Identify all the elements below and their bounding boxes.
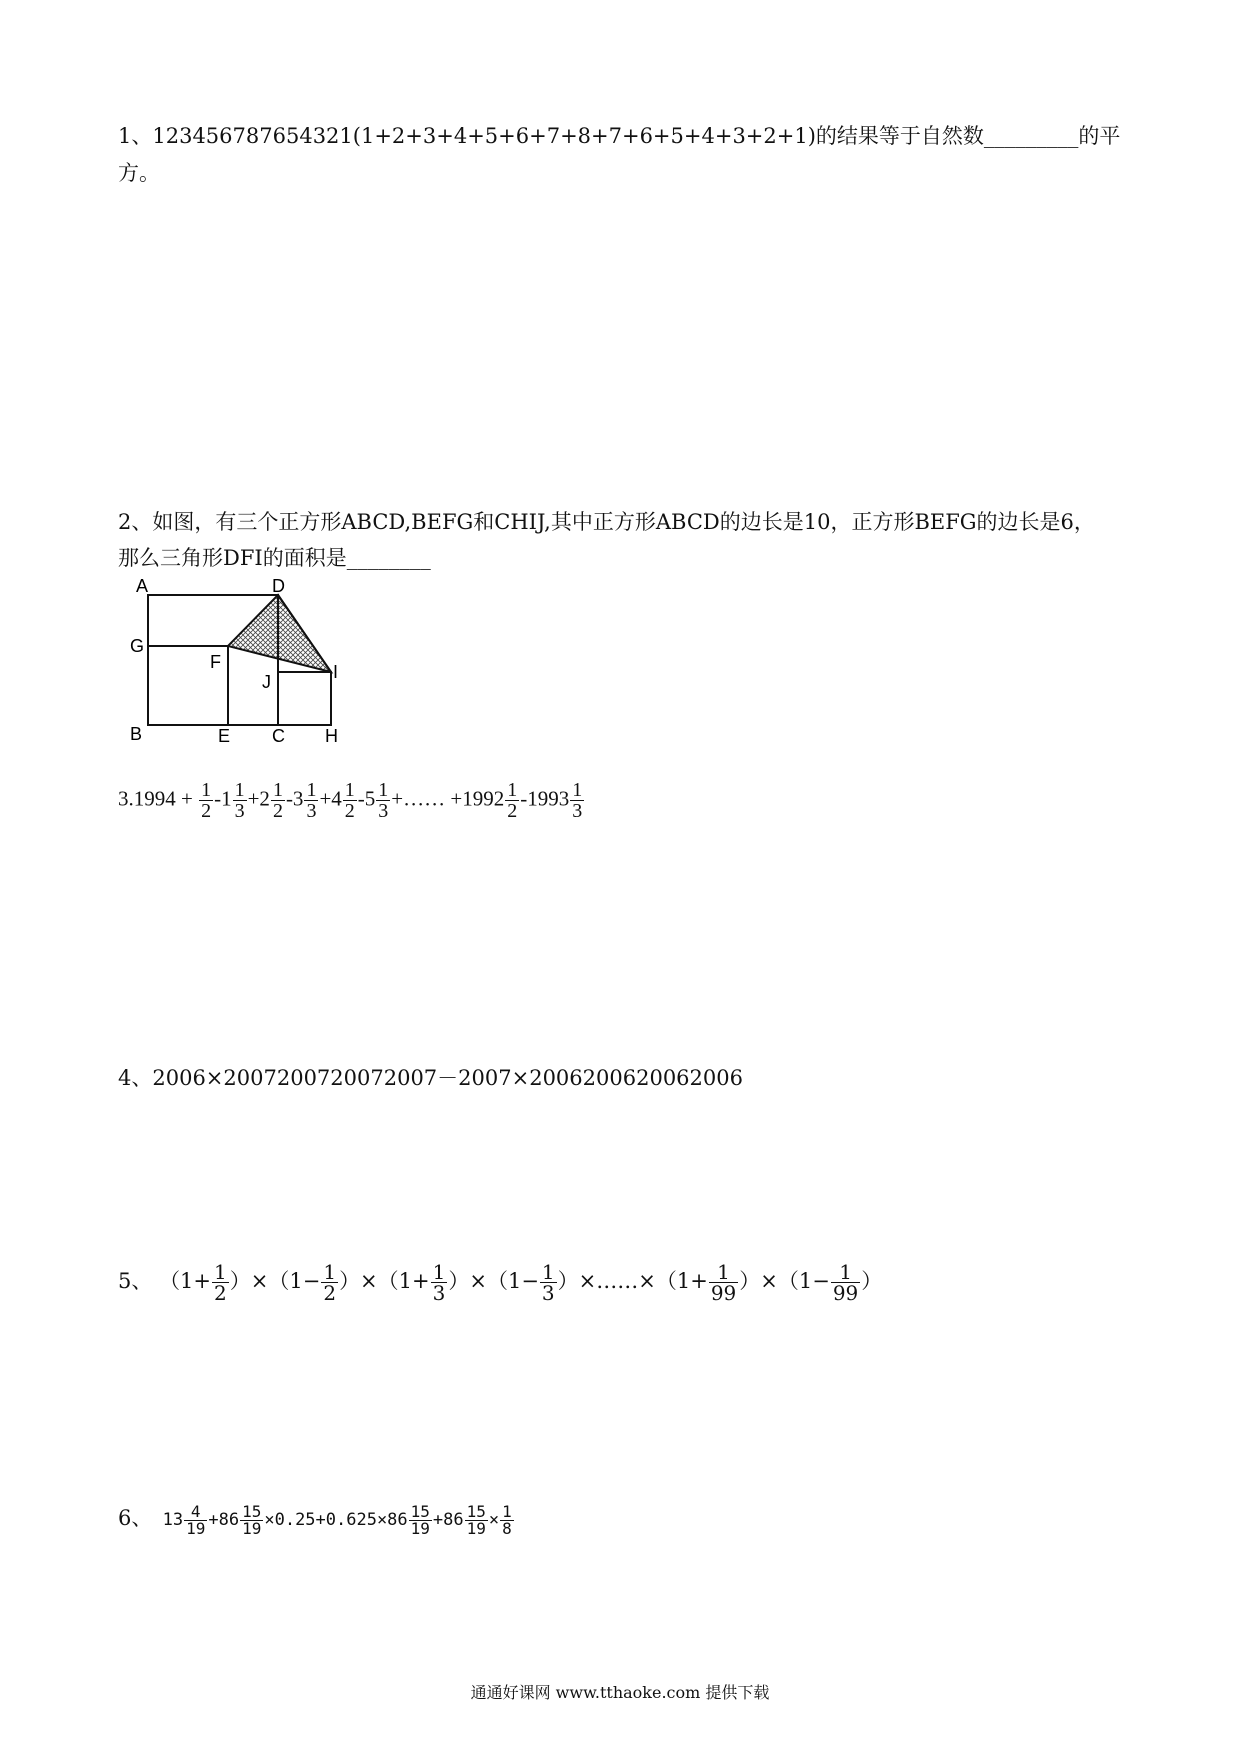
fraction-numerator: 1 xyxy=(541,1260,555,1284)
fraction-numerator: 1 xyxy=(507,779,518,801)
label-e: E xyxy=(218,726,231,746)
fraction-denominator: 99 xyxy=(832,1281,859,1305)
q6-term: ×0.25+0.625×86 xyxy=(264,1510,408,1530)
q5-term: ）×（1− xyxy=(448,1269,539,1293)
fraction-denominator: 2 xyxy=(344,800,355,822)
q3-prefix: 3.1994 + xyxy=(118,786,193,811)
fraction xyxy=(233,780,247,821)
fraction-denominator: 2 xyxy=(272,800,283,822)
fraction-numerator: 1 xyxy=(572,779,583,801)
fraction-numerator: 1 xyxy=(344,779,355,801)
q5-term: ）×（1− xyxy=(739,1269,830,1293)
q3-term: -1993 xyxy=(520,786,570,811)
fraction-denominator: 3 xyxy=(378,800,389,822)
answer-blank: ________ xyxy=(346,546,431,570)
fraction-denominator: 19 xyxy=(186,1518,206,1538)
q6-label: 6、 xyxy=(118,1506,153,1530)
q5-term: ）×（1+ xyxy=(339,1269,430,1293)
question-1-text: 1、123456787654321(1+2+3+4+5+6+7+8+7+6+5+4+3+2+1)的结果等于自然数 xyxy=(118,124,984,148)
question-5 xyxy=(118,1262,882,1303)
fraction-denominator: 8 xyxy=(502,1518,512,1538)
fraction-denominator: 2 xyxy=(201,800,212,822)
fraction-denominator: 3 xyxy=(234,800,245,822)
q6-term: +86 xyxy=(432,1510,464,1530)
fraction xyxy=(240,1501,263,1538)
fraction-numerator: 15 xyxy=(466,1501,486,1521)
q3-term: -3 xyxy=(285,786,304,811)
fraction xyxy=(465,1501,488,1538)
fraction-denominator: 2 xyxy=(323,1281,337,1305)
question-1-line-2 xyxy=(118,155,160,191)
answer-blank: _________ xyxy=(983,124,1079,148)
question-4 xyxy=(118,1060,743,1096)
fraction-numerator: 1 xyxy=(214,1260,227,1284)
fraction-numerator: 15 xyxy=(410,1501,430,1521)
question-3 xyxy=(118,780,585,821)
fraction-denominator: 2 xyxy=(214,1281,227,1305)
fraction-numerator: 1 xyxy=(323,1260,337,1284)
fraction-numerator: 1 xyxy=(272,779,283,801)
fraction-numerator: 1 xyxy=(717,1260,730,1284)
label-j: J xyxy=(262,672,271,692)
fraction xyxy=(376,780,390,821)
question-4-text: 4、2006×2007200720072007－2007×2006200620062006 xyxy=(118,1066,743,1090)
fraction xyxy=(409,1501,432,1538)
fraction-numerator: 15 xyxy=(242,1501,262,1521)
fraction-denominator: 19 xyxy=(410,1518,430,1538)
fraction xyxy=(505,780,519,821)
fraction-numerator: 1 xyxy=(306,779,317,801)
fraction xyxy=(304,780,318,821)
fraction-numerator: 1 xyxy=(378,779,389,801)
label-h: H xyxy=(325,726,338,746)
q5-term: ）×（1− xyxy=(229,1269,321,1293)
fraction-denominator: 3 xyxy=(541,1281,555,1305)
fraction-denominator: 3 xyxy=(306,800,317,822)
label-i: I xyxy=(333,662,339,682)
q5-term: ） xyxy=(861,1269,883,1293)
fraction xyxy=(212,1262,229,1303)
fraction xyxy=(570,780,584,821)
fraction xyxy=(500,1501,514,1538)
label-a: A xyxy=(136,576,149,596)
q5-term: （1+ xyxy=(159,1269,212,1293)
squares-figure xyxy=(118,570,378,755)
fraction-denominator: 2 xyxy=(507,800,518,822)
fraction xyxy=(184,1501,207,1538)
question-2-text: 2、如图，有三个正方形ABCD,BEFG和CHIJ,其中正方形ABCD的边长是10，正方形BEFG的边长是6， xyxy=(118,510,1095,534)
q5-label: 5、 xyxy=(118,1269,153,1293)
fraction-numerator: 1 xyxy=(234,779,245,801)
fraction xyxy=(199,780,213,821)
fraction-numerator: 1 xyxy=(502,1501,512,1521)
label-g: G xyxy=(130,636,145,656)
q3-term: +4 xyxy=(319,786,342,811)
q6-term: × xyxy=(488,1510,500,1530)
question-1-text-end: 的平 xyxy=(1078,124,1121,148)
question-2-line-1 xyxy=(118,504,1095,540)
page-footer xyxy=(0,1680,1240,1703)
fraction-denominator: 3 xyxy=(432,1281,446,1305)
fraction-denominator: 19 xyxy=(242,1518,262,1538)
fraction xyxy=(271,780,285,821)
label-b: B xyxy=(130,724,143,744)
fraction xyxy=(431,1262,448,1303)
fraction-numerator: 4 xyxy=(190,1501,201,1521)
fraction xyxy=(321,1262,338,1303)
fraction xyxy=(540,1262,557,1303)
fraction-numerator: 1 xyxy=(839,1260,852,1284)
fraction xyxy=(709,1262,738,1303)
fraction-numerator: 1 xyxy=(432,1260,446,1284)
question-6 xyxy=(118,1500,515,1538)
fraction-denominator: 3 xyxy=(572,800,583,822)
fraction xyxy=(343,780,357,821)
q3-term: +2 xyxy=(247,786,270,811)
label-c: C xyxy=(272,726,285,746)
square-chij xyxy=(278,672,331,725)
question-1-continuation: 方。 xyxy=(118,161,160,185)
q6-term: 13 xyxy=(162,1510,184,1530)
q3-term: -5 xyxy=(357,786,376,811)
q6-term: +86 xyxy=(208,1510,240,1530)
q3-ellipsis: +…… +1992 xyxy=(391,786,505,811)
fraction xyxy=(831,1262,860,1303)
fraction-numerator: 1 xyxy=(201,779,212,801)
q3-term: -1 xyxy=(214,786,232,811)
triangle-dfi xyxy=(228,595,331,672)
footer-text: 通通好课网 www.tthaoke.com 提供下载 xyxy=(470,1683,770,1702)
question-2-text-2: 那么三角形DFI的面积是 xyxy=(118,546,347,570)
q5-term: ）×……×（1+ xyxy=(557,1269,708,1293)
label-f: F xyxy=(210,652,221,672)
fraction-denominator: 99 xyxy=(710,1281,737,1305)
question-1-line-1 xyxy=(118,118,1120,154)
label-d: D xyxy=(272,576,285,596)
fraction-denominator: 19 xyxy=(466,1518,486,1538)
